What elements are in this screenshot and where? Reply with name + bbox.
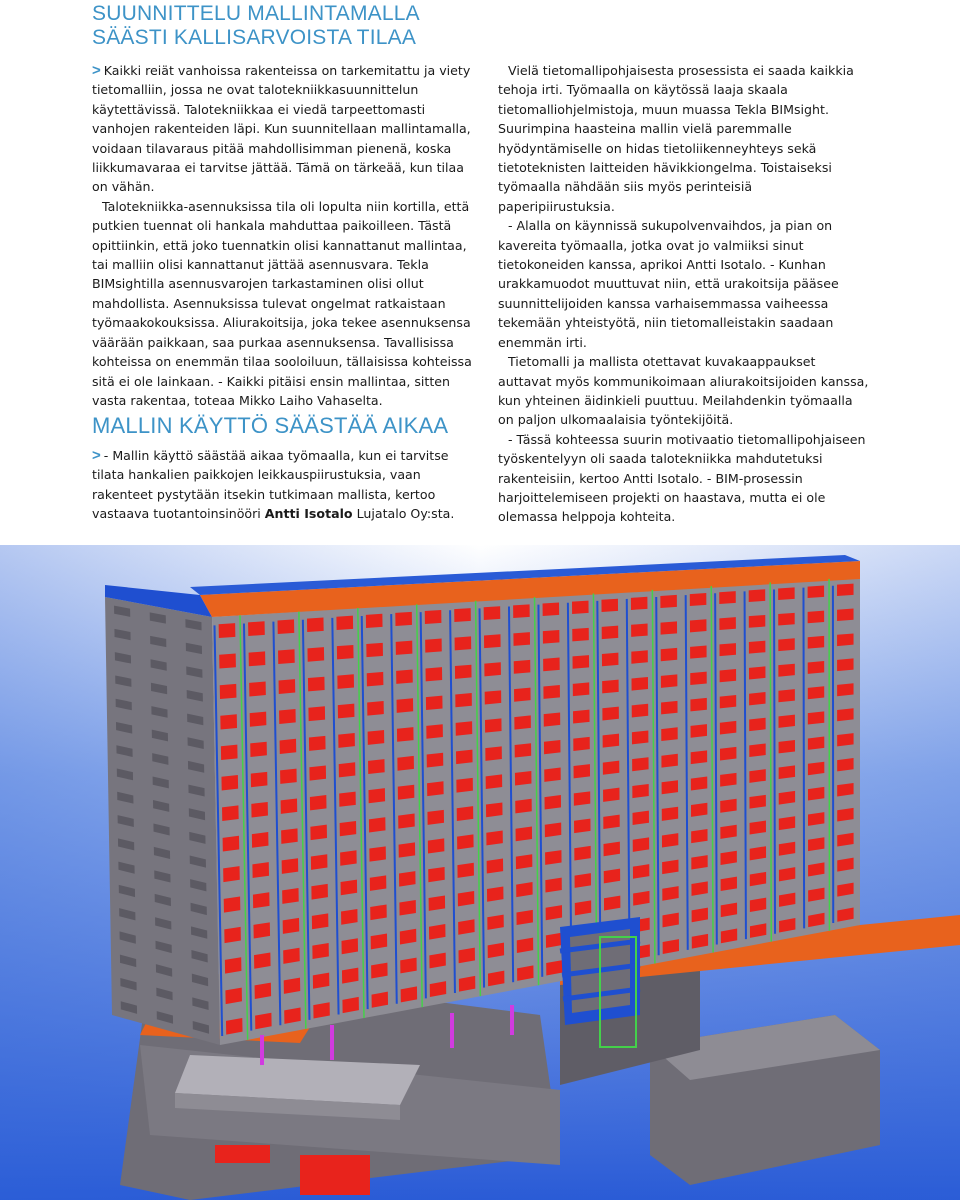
window-opening — [221, 775, 238, 791]
window-opening — [219, 623, 236, 638]
window-opening — [719, 591, 736, 604]
window-opening — [484, 634, 501, 648]
window-opening — [340, 821, 357, 836]
window-opening — [455, 665, 472, 679]
window-opening — [779, 740, 795, 753]
window-opening — [309, 736, 326, 751]
window-opening — [341, 938, 358, 954]
window-opening — [484, 662, 501, 676]
window-opening — [572, 628, 589, 642]
pipe-magenta — [510, 1005, 514, 1035]
window-opening — [278, 649, 295, 664]
window-opening — [601, 599, 618, 612]
window-opening — [691, 829, 707, 843]
window-opening — [367, 672, 384, 686]
window-opening — [837, 783, 853, 796]
window-opening — [837, 683, 853, 696]
window-opening — [545, 795, 562, 810]
window-opening — [455, 636, 472, 650]
window-opening — [632, 784, 648, 798]
window-opening — [396, 669, 413, 683]
window-opening — [572, 601, 589, 614]
window-opening — [368, 759, 385, 774]
window-opening — [455, 693, 472, 707]
window-opening — [720, 747, 736, 761]
window-opening — [222, 805, 239, 821]
window-opening — [513, 604, 530, 618]
right-text-block — [498, 61, 870, 527]
window-opening — [486, 802, 503, 817]
pipe-magenta — [330, 1025, 334, 1060]
window-opening — [837, 633, 853, 646]
window-opening — [339, 792, 356, 807]
left-text-block-1 — [92, 61, 472, 410]
window-opening — [278, 619, 295, 634]
paragraph: - Alalla on käynnissä sukupolvenvaihdos, ja pian on kavereita työmaalla, jotka ovat jo valmiiksi sinut tietokoneiden kanssa, aprikoi Antti Isotalo. - Kunhan urakkamuodot muuttuvat niin, että urakoitsija pääsee suunnittelijoiden kanssa varhaisemmassa vaiheessa tekemään yhteistyötä, niin tietomalleistakin saadaan enemmän irti. — [498, 218, 839, 350]
window-opening — [426, 667, 443, 681]
window-opening — [690, 645, 707, 658]
column-beam — [745, 591, 746, 939]
column-beam — [803, 588, 804, 929]
window-opening — [457, 834, 474, 849]
paragraph-text: - Mallin käyttö säästää aikaa työmaalla, kun ei tarvitse tilata hankalien paikkojen leikkauspiirustuksia, vaan rakenteet pystytään itsekin tutkimaan mallista, kertoo vastaava tuotantoinsinööri — [92, 448, 449, 522]
red-block — [215, 1145, 270, 1163]
paragraph: Tietomalli ja mallista otettavat kuvakaappaukset auttavat myös kommunikoimaan aliurakoitsijoiden kanssa, kun yhteinen äidinkieli puuttuu. Meilahdenkin työmaalla on paljon ulkomaalaisia työntekijöitä. — [498, 354, 869, 428]
window-opening — [837, 584, 853, 596]
window-opening — [661, 621, 678, 634]
window-opening — [397, 756, 414, 771]
window-opening — [338, 733, 355, 748]
window-opening — [750, 821, 766, 835]
window-opening — [397, 727, 414, 742]
window-opening — [366, 614, 383, 628]
window-opening — [367, 701, 384, 716]
window-opening — [837, 733, 853, 746]
window-opening — [808, 661, 824, 674]
pipe-magenta — [450, 1013, 454, 1048]
heading-1-line-1: SUUNNITTELU MALLINTAMALLA — [92, 2, 420, 25]
window-opening — [545, 823, 561, 838]
window-opening — [808, 611, 824, 624]
window-opening — [719, 617, 736, 630]
window-opening — [428, 867, 445, 882]
window-opening — [544, 713, 561, 727]
window-opening — [573, 737, 590, 751]
window-opening — [284, 978, 301, 994]
section-heading-1 — [92, 2, 420, 50]
red-block — [300, 1155, 370, 1195]
window-opening — [311, 884, 328, 900]
section-heading-2: MALLIN KÄYTTÖ SÄÄSTÄÄ AIKAA — [92, 413, 449, 438]
window-opening — [573, 710, 590, 724]
window-opening — [778, 664, 794, 677]
window-opening — [544, 768, 561, 782]
window-opening — [516, 827, 533, 842]
window-opening — [602, 680, 619, 694]
window-opening — [223, 866, 240, 882]
window-opening — [661, 754, 677, 768]
window-opening — [368, 788, 385, 803]
window-opening — [485, 746, 502, 760]
window-opening — [574, 819, 590, 834]
paragraph — [92, 446, 472, 524]
window-opening — [662, 807, 678, 821]
window-opening — [396, 641, 413, 655]
window-opening — [312, 943, 329, 959]
window-opening — [425, 610, 442, 624]
window-opening — [282, 888, 299, 904]
window-opening — [690, 698, 706, 711]
window-opening — [281, 799, 298, 814]
window-opening — [280, 739, 297, 754]
window-opening — [253, 922, 270, 938]
window-opening — [720, 695, 736, 708]
window-opening — [690, 593, 707, 606]
window-opening — [632, 677, 649, 691]
window-opening — [282, 858, 299, 874]
window-opening — [749, 718, 765, 731]
window-opening — [633, 864, 649, 879]
window-opening — [837, 708, 853, 721]
window-opening — [279, 709, 296, 724]
window-opening — [545, 850, 561, 865]
window-opening — [514, 688, 531, 702]
window-opening — [395, 612, 412, 626]
window-opening — [311, 854, 328, 870]
window-opening — [515, 743, 532, 757]
window-opening — [366, 643, 383, 657]
window-opening — [516, 882, 532, 897]
window-opening — [486, 774, 503, 789]
window-opening — [779, 765, 795, 779]
window-opening — [543, 685, 560, 699]
window-opening — [397, 698, 414, 713]
window-opening — [254, 952, 271, 968]
window-opening — [250, 712, 267, 727]
window-opening — [808, 586, 825, 598]
window-opening — [661, 701, 678, 715]
window-opening — [400, 929, 417, 945]
window-opening — [749, 743, 765, 757]
window-opening — [340, 850, 357, 865]
window-opening — [837, 658, 853, 671]
window-opening — [543, 630, 560, 644]
window-opening — [661, 727, 677, 741]
window-opening — [454, 608, 471, 622]
window-opening — [513, 632, 530, 646]
window-opening — [307, 618, 324, 632]
window-opening — [371, 934, 388, 950]
window-opening — [719, 643, 736, 656]
window-opening — [603, 788, 619, 802]
window-opening — [398, 814, 415, 829]
window-opening — [779, 816, 795, 830]
window-opening — [458, 919, 474, 934]
heading-1-line-2: SÄÄSTI KALLISARVOISTA TILAA — [92, 26, 417, 49]
window-opening — [485, 718, 502, 732]
paragraph: Vielä tietomallipohjaisesta prosessista ei saada kaikkia tehoja irti. Työmaalla on käytössä laaja skaala tietomalliohjelmistoja, muun muassa Tekla BIMsight. Suurimpina haasteina mallin vielä paremmalle hyödyntämiselle on hidas tietoliikenneyhteys sekä tietoteknisten laitteiden hävikkiongelma. Toistaiseksi työmaalla nähdään siis myös perinteisiä paperipiirustuksia. — [498, 63, 854, 214]
window-opening — [778, 587, 795, 600]
window-opening — [252, 862, 269, 878]
window-opening — [778, 613, 795, 626]
window-opening — [485, 690, 502, 704]
window-opening — [251, 802, 268, 818]
window-opening — [573, 655, 590, 669]
bim-model-illustration — [0, 545, 960, 1200]
window-opening — [545, 878, 561, 893]
window-opening — [225, 988, 242, 1005]
window-opening — [691, 750, 707, 764]
window-opening — [603, 842, 619, 857]
window-opening — [221, 745, 238, 760]
window-opening — [662, 780, 678, 794]
window-opening — [574, 791, 590, 805]
window-opening — [749, 589, 766, 602]
window-opening — [516, 854, 532, 869]
window-opening — [487, 887, 503, 902]
window-opening — [662, 833, 678, 847]
pipe-magenta — [260, 1035, 264, 1065]
window-opening — [253, 892, 270, 908]
window-opening — [339, 762, 356, 777]
window-opening — [544, 740, 561, 754]
window-opening — [310, 825, 327, 840]
window-opening — [808, 762, 824, 775]
window-opening — [779, 791, 795, 805]
window-opening — [427, 810, 444, 825]
window-opening — [426, 696, 443, 710]
window-opening — [457, 863, 474, 878]
window-opening — [456, 778, 473, 793]
window-opening — [427, 781, 444, 796]
window-opening — [484, 606, 501, 620]
paragraph: - Tässä kohteessa suurin motivaatio tietomallipohjaiseen työskentelyyn oli saada talotekniikka mahdutetuksi rakenteisiin, kertoo Antti Isotalo. - BIM-prosessin harjoittelemiseen projekti on haastava, mutta ei ole olemassa helppoja kohteita. — [498, 431, 866, 525]
column-beam — [774, 589, 775, 933]
window-opening — [487, 859, 504, 874]
window-opening — [691, 803, 707, 817]
window-opening — [399, 842, 416, 857]
window-opening — [691, 724, 707, 738]
window-opening — [661, 674, 678, 687]
window-opening — [368, 730, 385, 745]
window-opening — [429, 924, 445, 940]
window-opening — [426, 724, 443, 739]
person-name: Antti Isotalo — [264, 506, 353, 522]
window-opening — [252, 832, 269, 848]
window-opening — [283, 948, 300, 964]
window-opening — [429, 895, 446, 910]
window-opening — [456, 750, 473, 765]
window-opening — [720, 721, 736, 735]
window-opening — [633, 811, 649, 825]
window-opening — [312, 913, 329, 929]
paragraph-text: Lujatalo Oy:sta. — [352, 506, 455, 522]
window-opening — [307, 647, 324, 662]
window-opening — [603, 734, 620, 748]
window-opening — [691, 777, 707, 791]
window-opening — [220, 714, 237, 729]
window-opening — [369, 846, 386, 861]
window-opening — [428, 838, 445, 853]
window-opening — [749, 769, 765, 783]
window-opening — [543, 657, 560, 671]
window-opening — [341, 880, 358, 896]
window-opening — [280, 769, 297, 784]
window-opening — [749, 615, 766, 628]
window-opening — [249, 651, 266, 666]
window-opening — [660, 595, 677, 608]
window-opening — [515, 799, 532, 814]
window-opening — [631, 650, 648, 663]
window-opening — [690, 619, 707, 632]
chevron-right-icon: > — [92, 62, 101, 79]
window-opening — [458, 891, 474, 906]
window-opening — [486, 830, 503, 845]
paragraph-text: Kaikki reiät vanhoissa rakenteissa on tarkemitattu ja viety tietomalliin, jossa ne ovat talotekniikkasuunnittelun käytettävissä. Talotekniikkaa ei viedä tarpeettomasti vanhojen rakenteiden läpi. Kun suunnitellaan mallintamalla, voidaan tilavaraus pitää mahdollisimman pienenä, koska liikkumavaraa ei tarvitse jättää. Tämä on tärkeää, kun tilaa on vähän. — [92, 63, 471, 195]
window-opening — [808, 787, 824, 801]
window-opening — [279, 679, 296, 694]
chevron-right-icon: > — [92, 447, 101, 464]
window-opening — [224, 927, 241, 943]
window-opening — [604, 869, 620, 884]
window-opening — [281, 828, 298, 844]
window-opening — [223, 836, 240, 852]
window-opening — [632, 757, 648, 771]
window-opening — [398, 785, 415, 800]
window-opening — [690, 672, 707, 685]
window-opening — [778, 638, 794, 651]
window-opening — [225, 957, 242, 973]
window-opening — [310, 795, 327, 810]
window-opening — [338, 704, 355, 719]
window-opening — [749, 641, 765, 654]
window-opening — [808, 636, 824, 649]
window-opening — [778, 689, 794, 702]
window-opening — [574, 764, 591, 778]
window-opening — [370, 875, 387, 891]
window-opening — [603, 815, 619, 829]
window-opening — [720, 773, 736, 787]
window-opening — [337, 674, 354, 689]
window-opening — [574, 846, 590, 861]
window-opening — [283, 918, 300, 934]
window-opening — [543, 602, 560, 616]
window-opening — [425, 639, 442, 653]
window-opening — [603, 761, 619, 775]
window-opening — [251, 772, 268, 787]
window-opening — [308, 677, 325, 692]
window-opening — [808, 686, 824, 699]
window-opening — [808, 737, 824, 750]
window-opening — [632, 730, 649, 744]
window-opening — [633, 837, 649, 851]
window-opening — [224, 896, 241, 912]
window-opening — [255, 983, 272, 999]
window-opening — [399, 900, 416, 916]
window-opening — [631, 597, 648, 610]
window-opening — [661, 648, 678, 661]
window-opening — [337, 645, 354, 659]
paragraph — [92, 61, 472, 197]
window-opening — [749, 666, 765, 679]
window-opening — [602, 707, 619, 721]
window-opening — [248, 621, 265, 636]
window-opening — [602, 626, 619, 639]
window-opening — [631, 624, 648, 637]
window-opening — [778, 715, 794, 728]
window-opening — [399, 871, 416, 886]
window-opening — [308, 706, 325, 721]
window-opening — [514, 660, 531, 674]
window-opening — [309, 765, 326, 780]
paragraph: Talotekniikka-asennuksissa tila oli lopulta niin kortilla, että putkien tuennat oli hankala mahduttaa paikoilleen. Tästä opittiinkin, että joko tuennatkin olisi kannattanut mallintaa, tai malliin olisi kannattanut jättää asennusvara. Tekla BIMsightilla asennusvarojen tarkastaminen olisi ollut mahdollista. Asennuksissa tulevat ongelmat ratkaistaan työmaakokouksissa. Aliurakoitsija, joka tekee asennuksensa väärään paikkaan, saa purkaa asennuksensa. Tavallisissa kohteissa on enemmän tilaa sooloiluun, tällaisissa kohteissa sitä ei ole lainkaan. - Kaikki pitäisi ensin mallintaa, sitten vasta rakentaa, toteaa Mikko Laiho Vahaselta. — [92, 198, 472, 408]
window-opening — [720, 799, 736, 813]
window-opening — [720, 825, 736, 839]
window-opening — [837, 609, 853, 621]
window-opening — [220, 684, 237, 699]
window-opening — [250, 742, 267, 757]
window-opening — [369, 817, 386, 832]
window-opening — [456, 721, 473, 735]
window-opening — [749, 692, 765, 705]
window-opening — [370, 904, 387, 920]
window-opening — [341, 909, 358, 925]
window-opening — [514, 715, 531, 729]
window-opening — [837, 758, 853, 771]
left-text-block-2 — [92, 446, 472, 524]
window-opening — [602, 653, 619, 667]
window-opening — [573, 682, 590, 696]
window-opening — [336, 616, 353, 630]
window-opening — [808, 711, 824, 724]
window-opening — [427, 753, 444, 768]
window-opening — [749, 795, 765, 809]
window-opening — [457, 806, 474, 821]
window-opening — [720, 669, 736, 682]
window-opening — [249, 682, 266, 697]
window-opening — [632, 704, 649, 718]
window-opening — [575, 873, 591, 888]
window-opening — [219, 654, 236, 669]
window-opening — [515, 771, 532, 785]
